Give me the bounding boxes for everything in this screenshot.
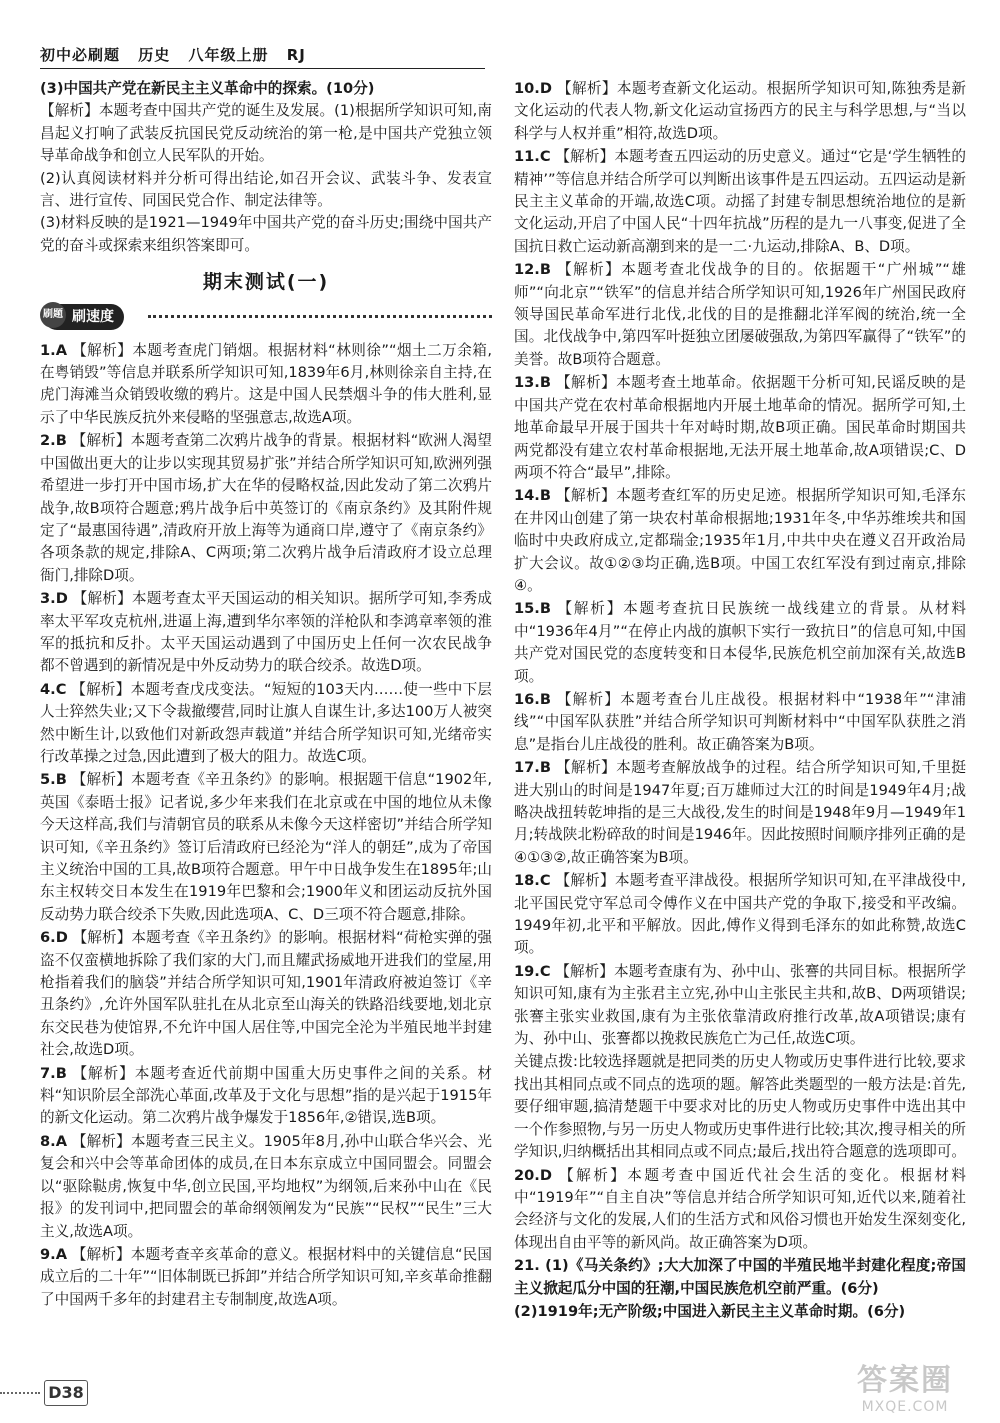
answer-item [514, 146, 966, 258]
answer-item [514, 1255, 966, 1300]
answer-text: 【解析】本题考查第二次鸦片战争的背景。根据材料“欧洲人渴望中国做出更大的让步以实现其贸易扩张”并结合所学知识可知,欧洲列强希望进一步打开中国市场,扩大在华的侵略权益,因此发动了第二次鸦片战争,故B项符合题意;鸦片战争后中英签订的《南京条约》及其附件规定了“最惠国待遇”,清政府开放上海等为通商口岸,遵守了《南京条约》各项条款的规定,排除A、C两项;第二次鸦片战争后清政府才设立总理衙门,排除D项。 [40, 432, 492, 584]
right-column [514, 78, 966, 1324]
answer-number: 5.B [40, 771, 67, 789]
answer-item [514, 1301, 966, 1323]
banner-icon: 刷题 [40, 302, 66, 328]
answer-number: 13.B [514, 374, 551, 392]
answer-item [514, 372, 966, 484]
answer-item [514, 259, 966, 371]
answer-text: 【解析】本题考查戊戌变法。“短短的103天内……使一些中下层人士猝然失业;又下令裁撤缨营,同时让旗人自谋生计,多达100万人被突然中断生计,以致他们对新政怨声载道”并结合所学知识可知,光绪帝实行改革操之过急,因此遭到了极大的阻力。故选C项。 [40, 680, 493, 765]
answer-item [40, 588, 492, 678]
answer-item [514, 1165, 966, 1255]
answer-text: 【解析】本题考查中国近代社会生活的变化。根据材料中“1919年”“自主自决”等信息并结合所学知识可知,近代以来,随着社会经济与文化的发展,人们的生活方式和风俗习惯也开始发生深刻变化,体现出自由平等的新风尚。故正确答案为D项。 [514, 1166, 966, 1251]
answer-item [514, 689, 966, 756]
answer-item [514, 1051, 966, 1163]
answer-number: 6.D [40, 929, 68, 947]
answer-number: 11.C [514, 148, 551, 166]
subject-name: 历史 [138, 46, 171, 64]
answer-text: 【解析】本题考查三民主义。1905年8月,孙中山联合华兴会、光复会和兴中会等革命团体的成员,在日本东京成立中国同盟会。同盟会以“驱除鞑虏,恢复中华,创立民国,平均地权”为纲领,后来孙中山在《民报》的发刊词中,把同盟会的革命纲领阐发为“民族”“民权”“民生”三大主义,故选A项。 [40, 1132, 493, 1240]
answer-text: 【解析】本题考查近代前期中国重大历史事件之间的关系。材料“知识阶层全部洗心革面,改革及于文化与思想”指的是兴起于1915年的新文化运动。第二次鸦片战争爆发于1856年,②错误,选B项。 [40, 1064, 492, 1127]
answer-number: 7.B [40, 1064, 67, 1082]
answer-text: 【解析】本题考查台儿庄战役。根据材料中“1938年”“津浦线”“中国军队获胜”并结合所学知识可判断材料中“中国军队获胜之消息”是指台儿庄战役的胜利。故正确答案为B项。 [514, 690, 967, 753]
page-number: D38 [44, 1380, 88, 1406]
answer-item [40, 679, 492, 769]
answer-number: 17.B [514, 759, 551, 777]
running-header [40, 44, 318, 65]
watermark-logo: 答案圈 [857, 1363, 953, 1398]
answer-text: 【解析】本题考查《辛丑条约》的影响。根据题干信息“1902年,英国《泰晤士报》记者说,多少年来我们在北京或在中国的地位从未像今天这样高,我们与清朝官员的联系从未像今天这样密切”并结合所学知识可知,《辛丑条约》签订后清政府已经沦为“洋人的朝廷”,成为了帝国主义统治中国的工具,故B项符合题意。甲午中日战争发生在1895年;山东主权转交日本发生在1919年巴黎和会;1900年义和团运动反抗外国反动势力联合绞杀下失败,因此选项A、C、D三项不符合题意,排除。 [40, 771, 492, 923]
answer-paragraph: (3)中国共产党在新民主主义革命中的探索。(10分) [40, 80, 375, 97]
answer-paragraph: 【解析】本题考查中国共产党的诞生及发展。(1)根据所学知识可知,南昌起义打响了武装反抗国民党反动统治的第一枪,是中国共产党独立领导革命战争和创立人民军队的开始。 [40, 102, 492, 165]
answer-number: 1.A [40, 341, 67, 359]
answer-text: 【解析】本题考查辛亥革命的意义。根据材料中的关键信息“民国成立后的二十年”“旧体制既已拆卸”并结合所学知识可知,辛亥革命推翻了中国两千多年的封建君主专制制度,故选A项。 [40, 1245, 492, 1308]
answer-item [514, 961, 966, 1051]
answer-number: 14.B [514, 487, 551, 505]
answer-text: (2)1919年;无产阶级;中国进入新民主主义革命时期。(6分) [514, 1302, 906, 1320]
answer-number: 9.A [40, 1245, 67, 1263]
answer-number: 2.B [40, 432, 67, 450]
answer-text: 关键点拨:比较选择题就是把同类的历史人物或历史事件进行比较,要求找出其相同点或不同点的选项的题。解答此类题型的一般方法是:首先,要仔细审题,搞清楚题干中要求对比的历史人物或历史事件中选出其中一个作参照物,与另一历史人物或历史事件进行比较;其次,搜寻相关的所学知识,归纳概括出其相同点或不同点;最后,找出符合题意的选项即可。 [514, 1053, 967, 1161]
answer-number: 12.B [514, 261, 551, 279]
answer-text: 【解析】本题考查抗日民族统一战线建立的背景。从材料中“1936年4月”“在停止内战的旗帜下实行一致抗日”的信息可知,中国共产党对国民党的态度转变和日本侵华,民族危机空前加深有关,故选B项。 [514, 600, 966, 685]
answer-item [40, 1244, 492, 1311]
header-rule [40, 68, 485, 69]
answer-item [40, 430, 492, 587]
answer-number: 10.D [514, 80, 552, 97]
answer-text: 【解析】本题考查《辛丑条约》的影响。根据材料“荷枪实弹的强盗不仅蛮横地拆除了我们家的大门,而且耀武扬威地开进我们的堂屋,用枪指着我们的脑袋”并结合所学知识可知,1901年清政府被迫签订《辛丑条约》,允许外国军队驻扎在从北京至山海关的铁路沿线要地,划北京东交民巷为使馆界,不允许中国人居住等,中国完全沦为半殖民地半封建社会,故选D项。 [40, 929, 492, 1059]
watermark-url: MXQE.COM [861, 1399, 949, 1415]
answer-item [40, 769, 492, 926]
edition-name: RJ [286, 46, 306, 64]
answer-item [514, 485, 966, 597]
answer-item [514, 870, 966, 960]
answer-item [514, 598, 966, 688]
answer-text: (1)《马关条约》;大大加深了中国的半殖民地半封建化程度;帝国主义掀起瓜分中国的狂潮,中国民族危机空前严重。(6分) [514, 1257, 966, 1297]
answer-number: 4.C [40, 680, 67, 698]
answer-text: 【解析】本题考查新文化运动。根据所学知识可知,陈独秀是新文化运动的代表人物,新文化运动宣扬西方的民主与科学思想,与“当以科学与人权并重”相符,故选D项。 [514, 80, 966, 142]
grade-name: 八年级上册 [188, 46, 269, 64]
left-column [40, 78, 492, 1312]
answer-number: 8.A [40, 1132, 67, 1150]
answer-text: 【解析】本题考查红军的历史足迹。根据所学知识可知,毛泽东在井冈山创建了第一块农村革命根据地;1931年冬,中华苏维埃共和国临时中央政府成立,定都瑞金;1935年1月,中共中央在遵义召开政治局扩大会议。故①②③均正确,选B项。中国工农红军没有到过南京,排除④。 [514, 487, 966, 594]
answer-item [40, 1131, 492, 1243]
answer-item [514, 757, 966, 869]
answer-item [40, 340, 492, 430]
banner-divider [148, 315, 492, 318]
prev-answers [40, 78, 492, 257]
answer-text: 【解析】本题考查解放战争的过程。结合所学知识可知,千里挺进大别山的时间是1947年夏;百万雄师过大江的时间是1949年4月;战略决战扭转乾坤指的是三大战役,发生的时间是1948年9月—1949年1月;转战陕北粉碎敌的时间是1946年。因此按照时间顺序排列正确的是④①③②,故正确答案为B项。 [514, 759, 966, 866]
answer-number: 18.C [514, 872, 551, 890]
watermark [830, 1355, 980, 1415]
answer-text: 【解析】本题考查五四运动的历史意义。通过“它是‘学生牺牲的精神’”等信息并结合所学可以判断出该事件是五四运动。五四运动是新民主主义革命的开端,故选C项。动摇了封建专制思想统治地位的是新文化运动,开启了中国人民“十四年抗战”历程的是九一八事变,促进了全国抗日救亡运动新高潮到来的是一二·九运动,排除A、B、D项。 [514, 148, 966, 255]
answer-item [514, 78, 966, 145]
answer-number: 3.D [40, 590, 68, 608]
answer-number: 20.D [514, 1166, 552, 1184]
answer-text: 【解析】本题考查平津战役。根据所学知识可知,在平津战役中,北平国民党守军总司令傅作义在中国共产党的争取下,接受和平改编。1949年初,北平和平解放。因此,傅作义得到毛泽东的如此称赞,故选C项。 [514, 872, 967, 957]
banner-label: 刷速度 [44, 304, 124, 330]
section-title: 期末测试(一) [202, 271, 330, 294]
answer-number: 15.B [514, 600, 551, 618]
answer-number: 16.B [514, 690, 551, 708]
speed-banner [40, 302, 492, 332]
answer-item [40, 927, 492, 1061]
answer-text: 【解析】本题考查土地革命。依据题干分析可知,民谣反映的是中国共产党在农村革命根据地内开展土地革命的情况。据所学可知,土地革命最早开展于国共十年对峙时期,故B项正确。国民革命时期国共两党都没有建立农村革命根据地,无法开展土地革命,故A项错误;C、D两项不符合“最早”,排除。 [514, 374, 966, 481]
answer-list-right [514, 78, 966, 1323]
answer-text: 【解析】本题考查太平天国运动的相关知识。据所学可知,李秀成率太平军攻克杭州,进逼上海,遭到华尔率领的洋枪队和李鸿章率领的淮军的抵抗和反扑。太平天国运动遇到了中国历史上任何一次农民战争都不曾遇到的新情况是中外反动势力的联合绞杀。故选D项。 [40, 590, 492, 675]
corner-decoration [0, 1392, 40, 1394]
answer-paragraph: (2)认真阅读材料并分析可得出结论,如召开会议、武装斗争、发表宣言、进行宣传、同国民党合作、制定法律等。 [40, 169, 492, 210]
answer-number: 21. [514, 1257, 540, 1275]
answer-text: 【解析】本题考查康有为、孙中山、张謇的共同目标。根据所学知识可知,康有为主张君主立宪,孙中山主张民主共和,故B、D两项错误;张謇主张实业救国,康有为主张依靠清政府推行改革,故A项错误;康有为、孙中山、张謇都以挽救民族危亡为己任,故选C项。 [514, 962, 966, 1048]
series-name: 初中必刷题 [40, 46, 121, 64]
answer-paragraph: (3)材料反映的是1921—1949年中国共产党的奋斗历史;围绕中国共产党的奋斗或探索来组织答案即可。 [40, 214, 492, 254]
answer-item [40, 1063, 492, 1130]
answer-number: 19.C [514, 962, 551, 980]
answer-list-left [40, 340, 492, 1311]
answer-text: 【解析】本题考查北伐战争的目的。依据题干“广州城”“雄师”“向北京”“铁军”的信息并结合所学知识可知,1926年广州国民政府领导国民革命军进行北伐,北伐的目的是推翻北洋军阀的统治,统一全国。北伐战争中,第四军叶挺独立团屡破强敌,为第四军赢得了“铁军”的美誉。故B项符合题意。 [514, 261, 967, 368]
answer-text: 【解析】本题考查虎门销烟。根据材料“林则徐”“烟土二万余箱,在粤销毁”等信息并联系所学知识可知,1839年6月,林则徐亲自主持,在虎门海滩当众销毁收缴的鸦片。这是中国人民禁烟斗争的伟大胜利,显示了中华民族反抗外来侵略的坚强意志,故选A项。 [40, 341, 492, 426]
